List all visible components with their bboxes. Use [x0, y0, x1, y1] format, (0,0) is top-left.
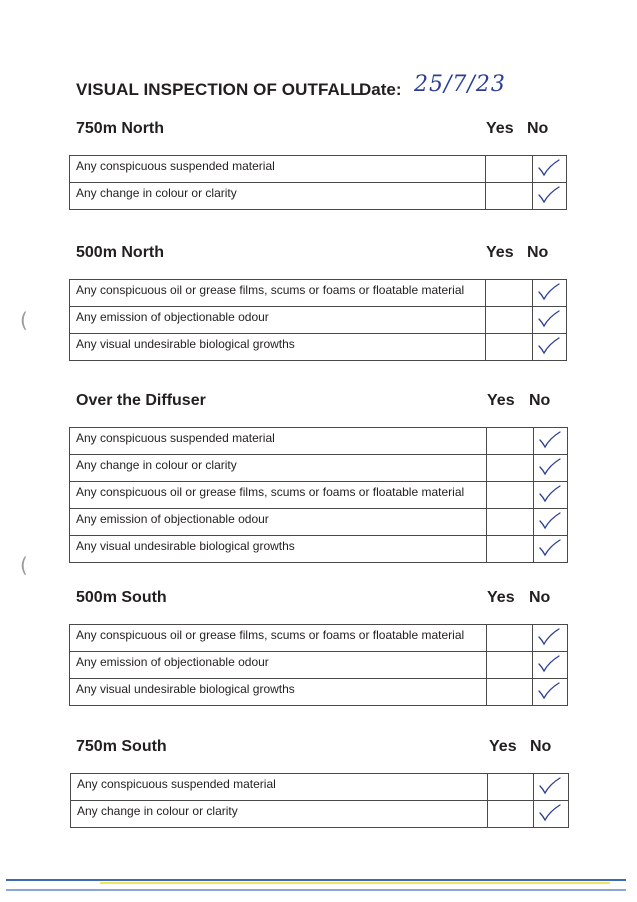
date-label: Date:	[359, 80, 402, 99]
question-cell: Any emission of objectionable odour	[70, 307, 486, 334]
checklist-row	[70, 307, 567, 334]
question-cell: Any emission of objectionable odour	[70, 652, 487, 679]
question-cell: Any conspicuous oil or grease films, scums or foams or floatable material	[70, 625, 487, 652]
yes-checkbox-cell[interactable]	[487, 509, 534, 536]
question-cell: Any conspicuous suspended material	[70, 156, 486, 183]
yes-checkbox-cell[interactable]	[487, 679, 533, 706]
yes-checkbox-cell[interactable]	[486, 334, 533, 361]
no-checkbox-cell[interactable]	[534, 801, 569, 828]
section-heading: 500m South	[76, 589, 167, 606]
checklist-row	[70, 156, 567, 183]
checkmark-icon	[534, 482, 564, 504]
footer-rule	[6, 889, 626, 891]
checklist-row	[70, 334, 567, 361]
question-cell: Any change in colour or clarity	[70, 455, 487, 482]
no-checkbox-cell[interactable]	[534, 428, 568, 455]
checklist-table	[69, 624, 568, 706]
checkmark-icon	[533, 334, 563, 356]
no-checkbox-cell[interactable]	[534, 509, 568, 536]
no-column-header: No	[529, 589, 551, 606]
no-checkbox-cell[interactable]	[533, 625, 568, 652]
checklist-row	[70, 482, 568, 509]
checkmark-icon	[534, 428, 564, 450]
yes-checkbox-cell[interactable]	[487, 652, 533, 679]
yes-checkbox-cell[interactable]	[487, 428, 534, 455]
checkmark-icon	[534, 774, 564, 796]
no-checkbox-cell[interactable]	[533, 307, 567, 334]
yes-column-header: Yes	[486, 120, 514, 137]
checkmark-icon	[534, 536, 564, 558]
checklist-row	[70, 280, 567, 307]
no-checkbox-cell[interactable]	[533, 280, 567, 307]
section-heading: 500m North	[76, 244, 165, 261]
question-cell: Any conspicuous oil or grease films, scums or foams or floatable material	[70, 280, 486, 307]
section-heading: 750m North	[76, 120, 165, 137]
question-cell: Any visual undesirable biological growths	[70, 334, 486, 361]
no-checkbox-cell[interactable]	[534, 536, 568, 563]
checkmark-icon	[533, 183, 563, 205]
punch-hole-mark: (	[20, 308, 28, 332]
form-title: VISUAL INSPECTION OF OUTFALL	[76, 80, 361, 99]
checklist-row	[70, 625, 568, 652]
checklist-table	[69, 155, 567, 210]
checkmark-icon	[534, 509, 564, 531]
yes-checkbox-cell[interactable]	[486, 183, 533, 210]
checklist-row	[70, 509, 568, 536]
yes-column-header: Yes	[487, 392, 515, 409]
yes-checkbox-cell[interactable]	[487, 625, 533, 652]
checkmark-icon	[533, 679, 563, 701]
question-cell: Any change in colour or clarity	[71, 801, 488, 828]
handwritten-date: 25/7/23	[414, 72, 506, 97]
no-checkbox-cell[interactable]	[533, 652, 568, 679]
checklist-table	[70, 773, 569, 828]
yes-checkbox-cell[interactable]	[487, 536, 534, 563]
footer-rule	[6, 879, 626, 881]
yes-checkbox-cell[interactable]	[487, 482, 534, 509]
question-cell: Any conspicuous oil or grease films, scums or foams or floatable material	[70, 482, 487, 509]
no-checkbox-cell[interactable]	[534, 482, 568, 509]
punch-hole-mark: (	[20, 553, 28, 577]
checkmark-icon	[533, 156, 563, 178]
checklist-row	[71, 774, 569, 801]
no-column-header: No	[527, 120, 549, 137]
yes-checkbox-cell[interactable]	[488, 774, 534, 801]
yes-checkbox-cell[interactable]	[488, 801, 534, 828]
checkmark-icon	[534, 801, 564, 823]
checklist-table	[69, 427, 568, 563]
question-cell: Any conspicuous suspended material	[70, 428, 487, 455]
no-checkbox-cell[interactable]	[533, 183, 567, 210]
checkmark-icon	[533, 307, 563, 329]
checklist-row	[70, 536, 568, 563]
yes-column-header: Yes	[487, 589, 515, 606]
checklist-row	[70, 455, 568, 482]
checklist-row	[70, 183, 567, 210]
no-checkbox-cell[interactable]	[533, 334, 567, 361]
no-column-header: No	[527, 244, 549, 261]
checkmark-icon	[533, 280, 563, 302]
no-checkbox-cell[interactable]	[533, 679, 568, 706]
question-cell: Any visual undesirable biological growths	[70, 536, 487, 563]
question-cell: Any visual undesirable biological growths	[70, 679, 487, 706]
no-checkbox-cell[interactable]	[533, 156, 567, 183]
checklist-row	[70, 679, 568, 706]
question-cell: Any conspicuous suspended material	[71, 774, 488, 801]
checklist-row	[71, 801, 569, 828]
section-heading: 750m South	[76, 738, 167, 755]
question-cell: Any change in colour or clarity	[70, 183, 486, 210]
no-checkbox-cell[interactable]	[534, 455, 568, 482]
no-column-header: No	[530, 738, 552, 755]
yes-column-header: Yes	[489, 738, 517, 755]
checklist-row	[70, 652, 568, 679]
yes-checkbox-cell[interactable]	[486, 307, 533, 334]
no-column-header: No	[529, 392, 551, 409]
checkmark-icon	[533, 652, 563, 674]
checkmark-icon	[534, 455, 564, 477]
yes-checkbox-cell[interactable]	[486, 156, 533, 183]
yes-checkbox-cell[interactable]	[486, 280, 533, 307]
checkmark-icon	[533, 625, 563, 647]
checklist-row	[70, 428, 568, 455]
section-heading: Over the Diffuser	[76, 392, 206, 409]
yes-checkbox-cell[interactable]	[487, 455, 534, 482]
checklist-table	[69, 279, 567, 361]
no-checkbox-cell[interactable]	[534, 774, 569, 801]
footer-rule	[100, 882, 610, 884]
question-cell: Any emission of objectionable odour	[70, 509, 487, 536]
yes-column-header: Yes	[486, 244, 514, 261]
